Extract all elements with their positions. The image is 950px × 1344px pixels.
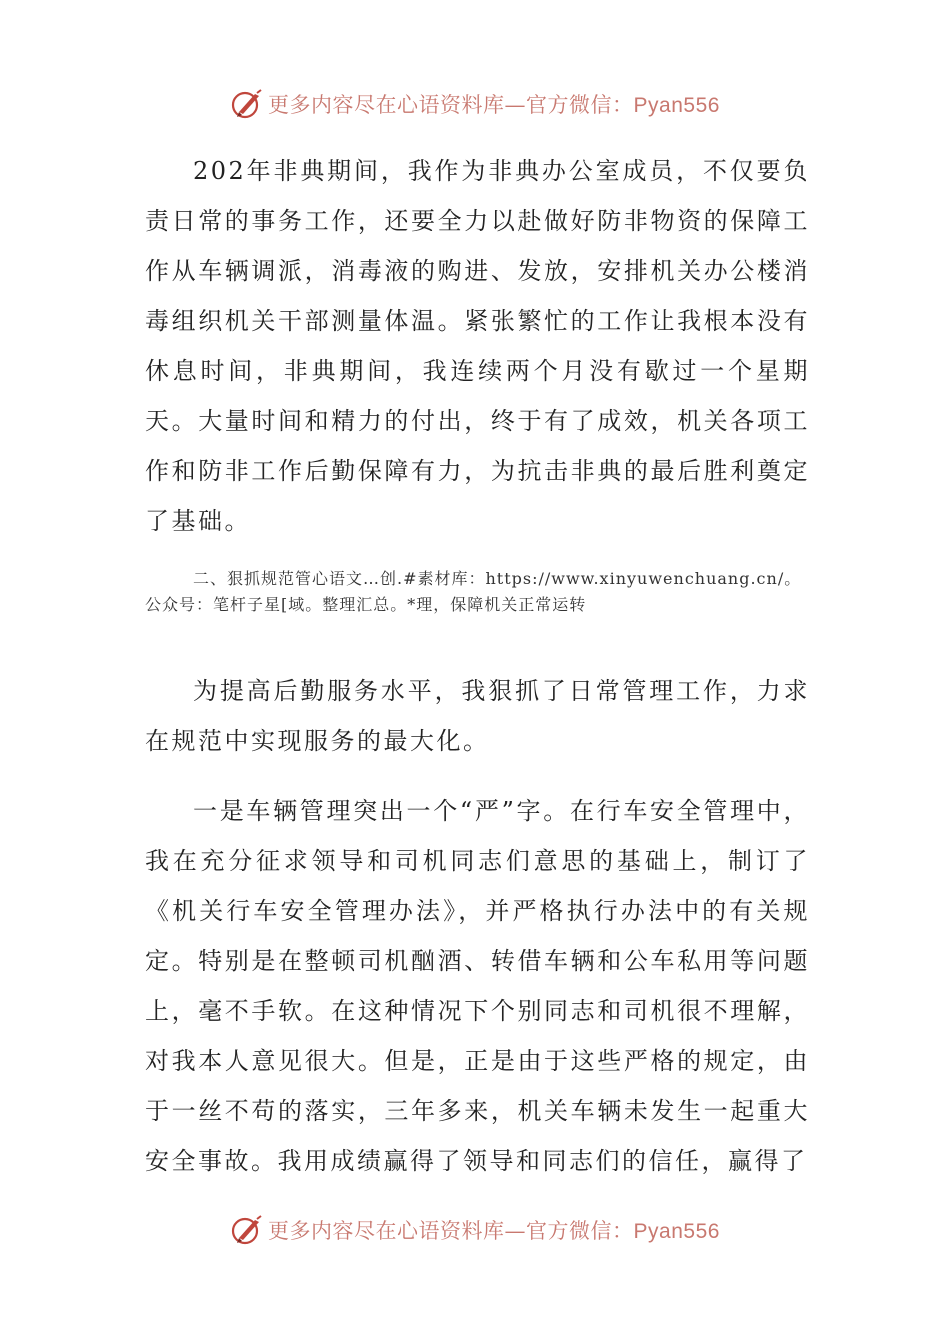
header-wechat-id: Pyan556 bbox=[633, 94, 720, 117]
footer-banner bbox=[0, 1210, 950, 1250]
footer-wechat-id: Pyan556 bbox=[633, 1220, 720, 1243]
footer-banner-text: 更多内容尽在心语资料库—官方微信：Pyan556 bbox=[268, 1219, 720, 1243]
header-banner bbox=[0, 84, 950, 124]
header-banner-text: 更多内容尽在心语资料库—官方微信：Pyan556 bbox=[268, 93, 720, 117]
paragraph-vehicle-management: 一是车辆管理突出一个“严”字。在行车安全管理中，我在充分征求领导和司机同志们意思的基础上，制订了《机关行车安全管理办法》，并严格执行办法中的有关规定。特别是在整顿司机酗酒、转借车辆和公车私用等问题上，毫不手软。在这种情况下个别同志和司机很不理解，对我本人意见很大。但是，正是由于这些严格的规定，由于一丝不苟的落实，三年多来，机关车辆未发生一起重大安全事故。我用成绩赢得了领导和同志们的信任，赢得了 bbox=[145, 797, 810, 1175]
pen-logo-icon bbox=[230, 87, 264, 121]
paragraph-management: 为提高后勤服务水平，我狠抓了日常管理工作，力求在规范中实现服务的最大化。 bbox=[145, 677, 810, 755]
section-heading-note: 二、狠抓规范管心语文…创.#素材库：https://www.xinyuwenchuang.cn/。公众号：笔杆子星[域。整理汇总。*理，保障机关正常运转 bbox=[145, 569, 802, 614]
paragraph-sars-period: 202年非典期间，我作为非典办公室成员，不仅要负责日常的事务工作，还要全力以赴做好防非物资的保障工作从车辆调派，消毒液的购进、发放，安排机关办公楼消毒组织机关干部测量体温。紧张繁忙的工作让我根本没有休息时间，非典期间，我连续两个月没有歇过一个星期天。大量时间和精力的付出，终于有了成效，机关各项工作和防非工作后勤保障有力，为抗击非典的最后胜利奠定了基础。 bbox=[145, 157, 810, 535]
pen-logo-icon bbox=[230, 1213, 264, 1247]
